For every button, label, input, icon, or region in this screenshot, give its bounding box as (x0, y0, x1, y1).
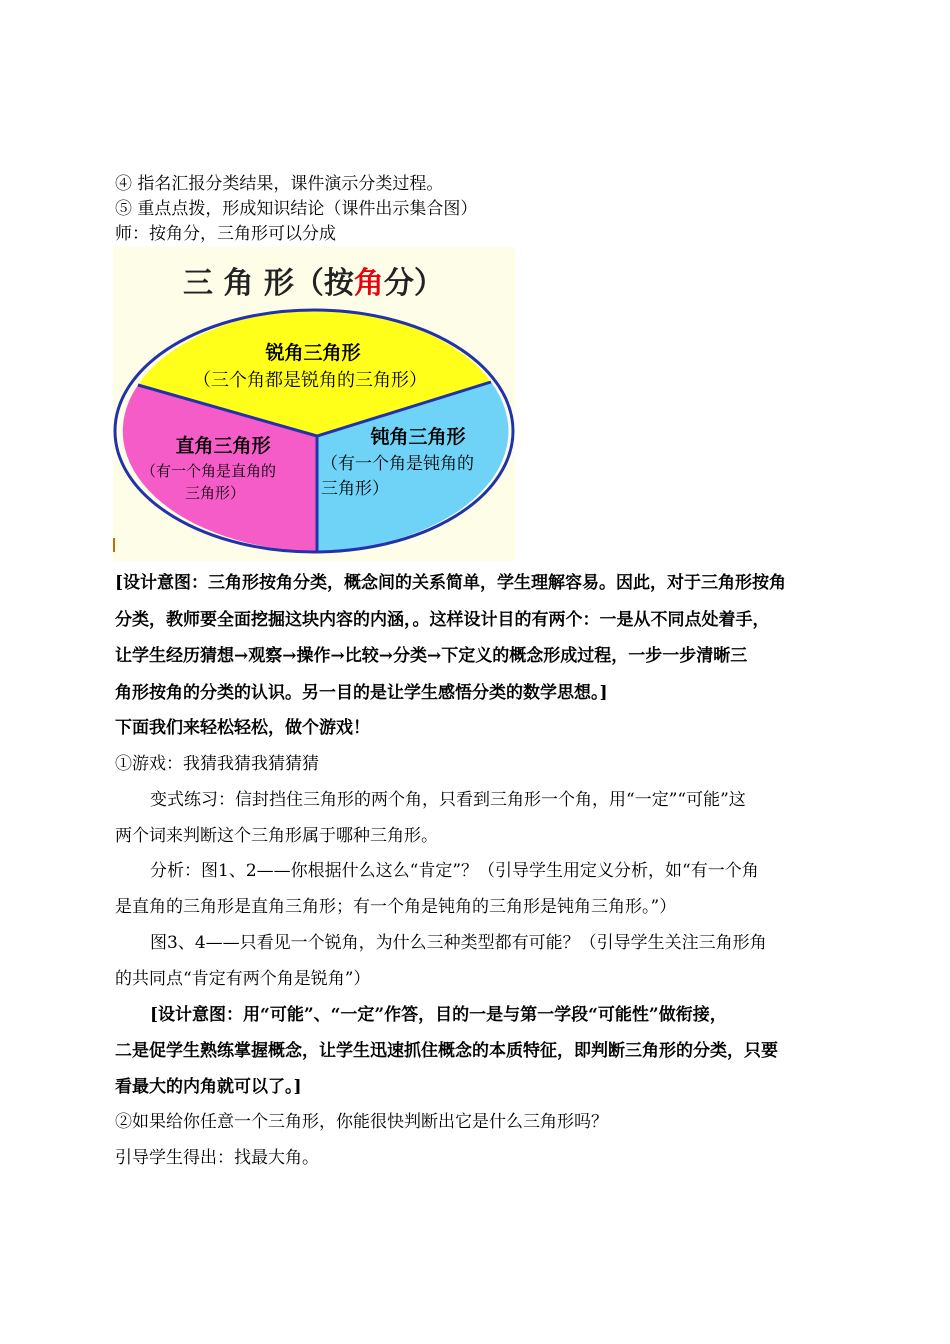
triangle-classification-figure (113, 247, 515, 561)
design-intent-2-line: 二是促学生熟练掌握概念，让学生迅速抓住概念的本质特征，即判断三角形的分类，只要 (115, 1041, 778, 1061)
design-intent-2-line: [设计意图：用“可能”、“一定”作答，目的一是与第一学段“可能性”做衔接， (150, 1005, 727, 1025)
figure-3-4-line: 的共同点“肯定有两个角是锐角”） (115, 969, 371, 989)
figure-title: 三 角 形（按角分） (183, 266, 444, 301)
variant-line: 两个词来判断这个三角形属于哪种三角形。 (115, 826, 438, 846)
design-intent-1-line: 分类，教师要全面挖掘这块内容的内涵，。这样设计目的有两个：一是从不同点处着手， (115, 610, 770, 630)
right-name: 直角三角形 (175, 435, 271, 457)
obtuse-name: 钝角三角形 (370, 426, 466, 448)
variant-line: 变式练习：信封挡住三角形的两个角，只看到三角形一个角，用“一定”“可能”这 (150, 790, 746, 810)
design-intent-1-line: [设计意图：三角形按角分类，概念间的关系简单，学生理解容易。因此，对于三角形按角 (115, 573, 787, 593)
figure-left-mark (113, 538, 115, 552)
acute-desc: （三个角都是锐角的三角形） (193, 370, 427, 391)
acute-name: 锐角三角形 (265, 342, 361, 364)
figure-3-4-line: 图3、4——只看见一个锐角，为什么三种类型都有可能？（引导学生关注三角形角 (150, 933, 767, 953)
game-intro: 下面我们来轻松轻松，做个游戏！ (115, 718, 370, 738)
right-desc-1: （有一个角是直角的 (141, 462, 277, 480)
game-title: ①游戏：我猜我猜我猜猜猜 (115, 754, 319, 774)
design-intent-1-line: 让学生经历猜想→观察→操作→比较→分类→下定义的概念形成过程，一步一步清晰三 (115, 646, 748, 666)
analysis-line: 是直角的三角形是直角三角形；有一个角是钝角的三角形是钝角三角形。”） (115, 897, 677, 917)
design-intent-2-line: 看最大的内角就可以了。] (115, 1077, 302, 1097)
right-desc-2: 三角形） (185, 484, 246, 502)
step-4-text: ④ 指名汇报分类结果，课件演示分类过程。 (115, 174, 444, 194)
teacher-text: 师：按角分，三角形可以分成 (115, 224, 336, 244)
obtuse-desc-1: （有一个角是钝角的 (321, 454, 474, 474)
analysis-line: 分析：图1、2——你根据什么这么“肯定”？（引导学生用定义分析，如“有一个角 (150, 861, 759, 881)
step-5-text: ⑤ 重点点拨，形成知识结论（课件出示集合图） (115, 199, 478, 219)
question-2: ②如果给你任意一个三角形，你能很快判断出它是什么三角形吗？ (115, 1112, 608, 1132)
conclusion-text: 引导学生得出：找最大角。 (115, 1148, 319, 1168)
obtuse-desc-2: 三角形） (321, 479, 389, 499)
design-intent-1-line: 角形按角的分类的认识。另一目的是让学生感悟分类的数学思想。] (115, 683, 608, 703)
